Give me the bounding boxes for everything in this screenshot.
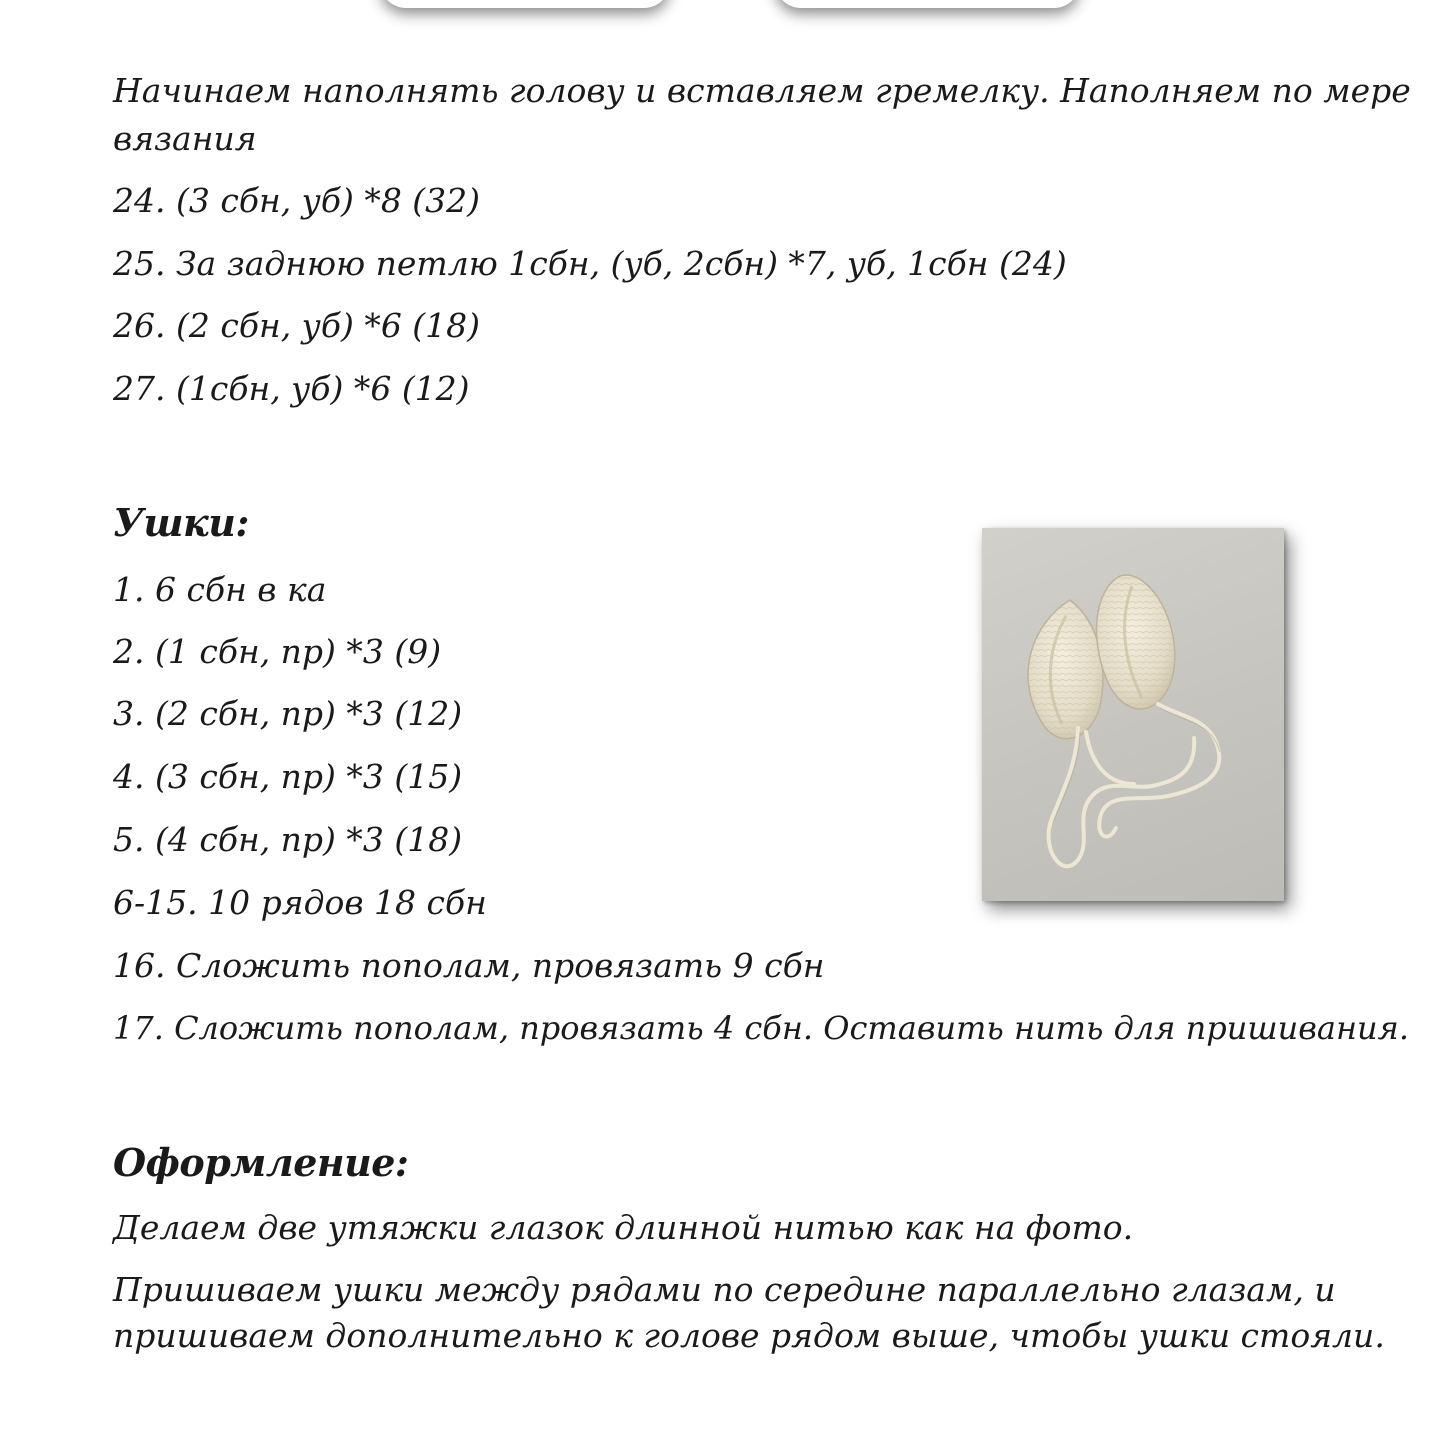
previous-photo-bottom-edge-left (380, 0, 670, 8)
ears-row-16: 16. Сложить пополам, провязать 9 сбн (113, 946, 825, 985)
head-row-26: 26. (2 сбн, уб) *6 (18) (113, 306, 481, 345)
previous-photo-bottom-edge-right (775, 0, 1080, 8)
intro-line-2: вязания (113, 119, 257, 158)
finishing-line-2: Пришиваем ушки между рядами по середине параллельно глазам, и (113, 1270, 1336, 1309)
finishing-line-3: пришиваем дополнительно к голове рядом выше, чтобы ушки стояли. (113, 1316, 1385, 1355)
intro-line-1: Начинаем наполнять голову и вставляем гремелку. Наполняем по мере (113, 71, 1411, 110)
left-ear-shape (1028, 600, 1103, 739)
ears-heading: Ушки: (113, 500, 249, 545)
head-row-24: 24. (3 сбн, уб) *8 (32) (113, 181, 481, 220)
ears-row-3: 3. (2 сбн, пр) *3 (12) (113, 694, 463, 733)
ears-row-1: 1. 6 сбн в ка (113, 570, 327, 609)
ears-row-5: 5. (4 сбн, пр) *3 (18) (113, 820, 463, 859)
ears-row-2: 2. (1 сбн, пр) *3 (9) (113, 632, 442, 671)
right-ear-shape (1097, 575, 1175, 709)
ears-row-6-15: 6-15. 10 рядов 18 сбн (113, 883, 487, 922)
finishing-line-1: Делаем две утяжки глазок длинной нитью как на фото. (113, 1208, 1134, 1247)
head-row-27: 27. (1сбн, уб) *6 (12) (113, 369, 470, 408)
crocheted-ears-illustration (982, 528, 1284, 901)
ears-row-17: 17. Сложить пополам, провязать 4 сбн. Оставить нить для пришивания. (113, 1009, 1409, 1047)
head-row-25: 25. За заднюю петлю 1сбн, (уб, 2сбн) *7, уб, 1сбн (24) (113, 244, 1067, 283)
finishing-heading: Оформление: (113, 1140, 409, 1185)
crocheted-ears-photo (982, 528, 1284, 901)
ears-row-4: 4. (3 сбн, пр) *3 (15) (113, 757, 463, 796)
